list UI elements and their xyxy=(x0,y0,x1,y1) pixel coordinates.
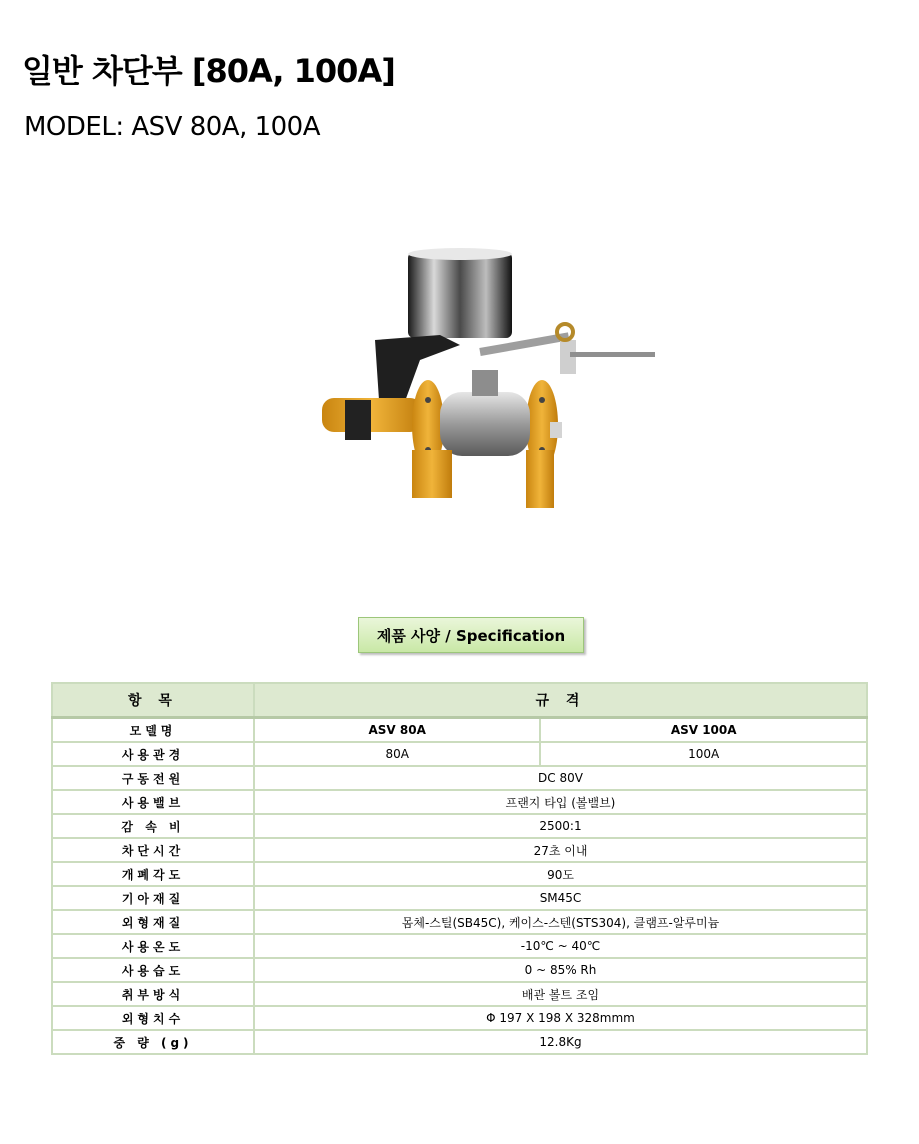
table-row xyxy=(52,862,867,886)
header-spec: 규 격 xyxy=(254,683,867,718)
row-value: SM45C xyxy=(254,886,867,910)
actuator-housing xyxy=(408,252,512,338)
ball-valve-body xyxy=(440,392,530,456)
pipe-size-80a: 80A xyxy=(254,742,540,766)
row-value: 0 ~ 85% Rh xyxy=(254,958,867,982)
product-photo xyxy=(300,240,680,520)
table-row xyxy=(52,934,867,958)
row-label: 감 속 비 xyxy=(52,814,254,838)
table-row xyxy=(52,910,867,934)
table-row xyxy=(52,742,867,766)
row-label: 외형재질 xyxy=(52,910,254,934)
table-row xyxy=(52,718,867,743)
row-value: 배관 볼트 조임 xyxy=(254,982,867,1006)
row-label: 기아재질 xyxy=(52,886,254,910)
table-row xyxy=(52,814,867,838)
header-item: 항 목 xyxy=(52,683,254,718)
specification-table xyxy=(51,682,868,1055)
row-label: 중 량 (g) xyxy=(52,1030,254,1054)
table-row xyxy=(52,790,867,814)
specification-badge: 제품 사양 / Specification xyxy=(358,617,584,653)
table-row xyxy=(52,958,867,982)
row-label: 모델명 xyxy=(52,718,254,743)
row-value: 12.8Kg xyxy=(254,1030,867,1054)
table-row xyxy=(52,886,867,910)
pipe-size-100a: 100A xyxy=(540,742,867,766)
row-label: 구동전원 xyxy=(52,766,254,790)
model-100a: ASV 100A xyxy=(540,718,867,743)
row-label: 취부방식 xyxy=(52,982,254,1006)
table-row xyxy=(52,766,867,790)
table-row xyxy=(52,982,867,1006)
model-subtitle: MODEL: ASV 80A, 100A xyxy=(24,112,321,142)
pipe-clamp xyxy=(322,398,422,432)
model-80a: ASV 80A xyxy=(254,718,540,743)
page-title: 일반 차단부 [80A, 100A] xyxy=(22,52,395,90)
row-label: 사용밸브 xyxy=(52,790,254,814)
row-value: 90도 xyxy=(254,862,867,886)
row-value: 프랜지 타입 (볼밸브) xyxy=(254,790,867,814)
table-row xyxy=(52,1006,867,1030)
row-value: 27초 이내 xyxy=(254,838,867,862)
row-value: DC 80V xyxy=(254,766,867,790)
support-foot-right xyxy=(526,450,554,508)
row-value: Φ 197 X 198 X 328mmm xyxy=(254,1006,867,1030)
support-foot-left xyxy=(412,450,452,498)
table-row xyxy=(52,838,867,862)
pull-rod xyxy=(570,352,655,357)
row-label: 외형치수 xyxy=(52,1006,254,1030)
table-row xyxy=(52,1030,867,1054)
row-value: -10℃ ~ 40℃ xyxy=(254,934,867,958)
row-value: 2500:1 xyxy=(254,814,867,838)
row-value: 몸체-스틸(SB45C), 케이스-스텐(STS304), 클램프-알루미늄 xyxy=(254,910,867,934)
row-label: 사용온도 xyxy=(52,934,254,958)
row-label: 사용관경 xyxy=(52,742,254,766)
row-label: 사용습도 xyxy=(52,958,254,982)
row-label: 차단시간 xyxy=(52,838,254,862)
row-label: 개폐각도 xyxy=(52,862,254,886)
